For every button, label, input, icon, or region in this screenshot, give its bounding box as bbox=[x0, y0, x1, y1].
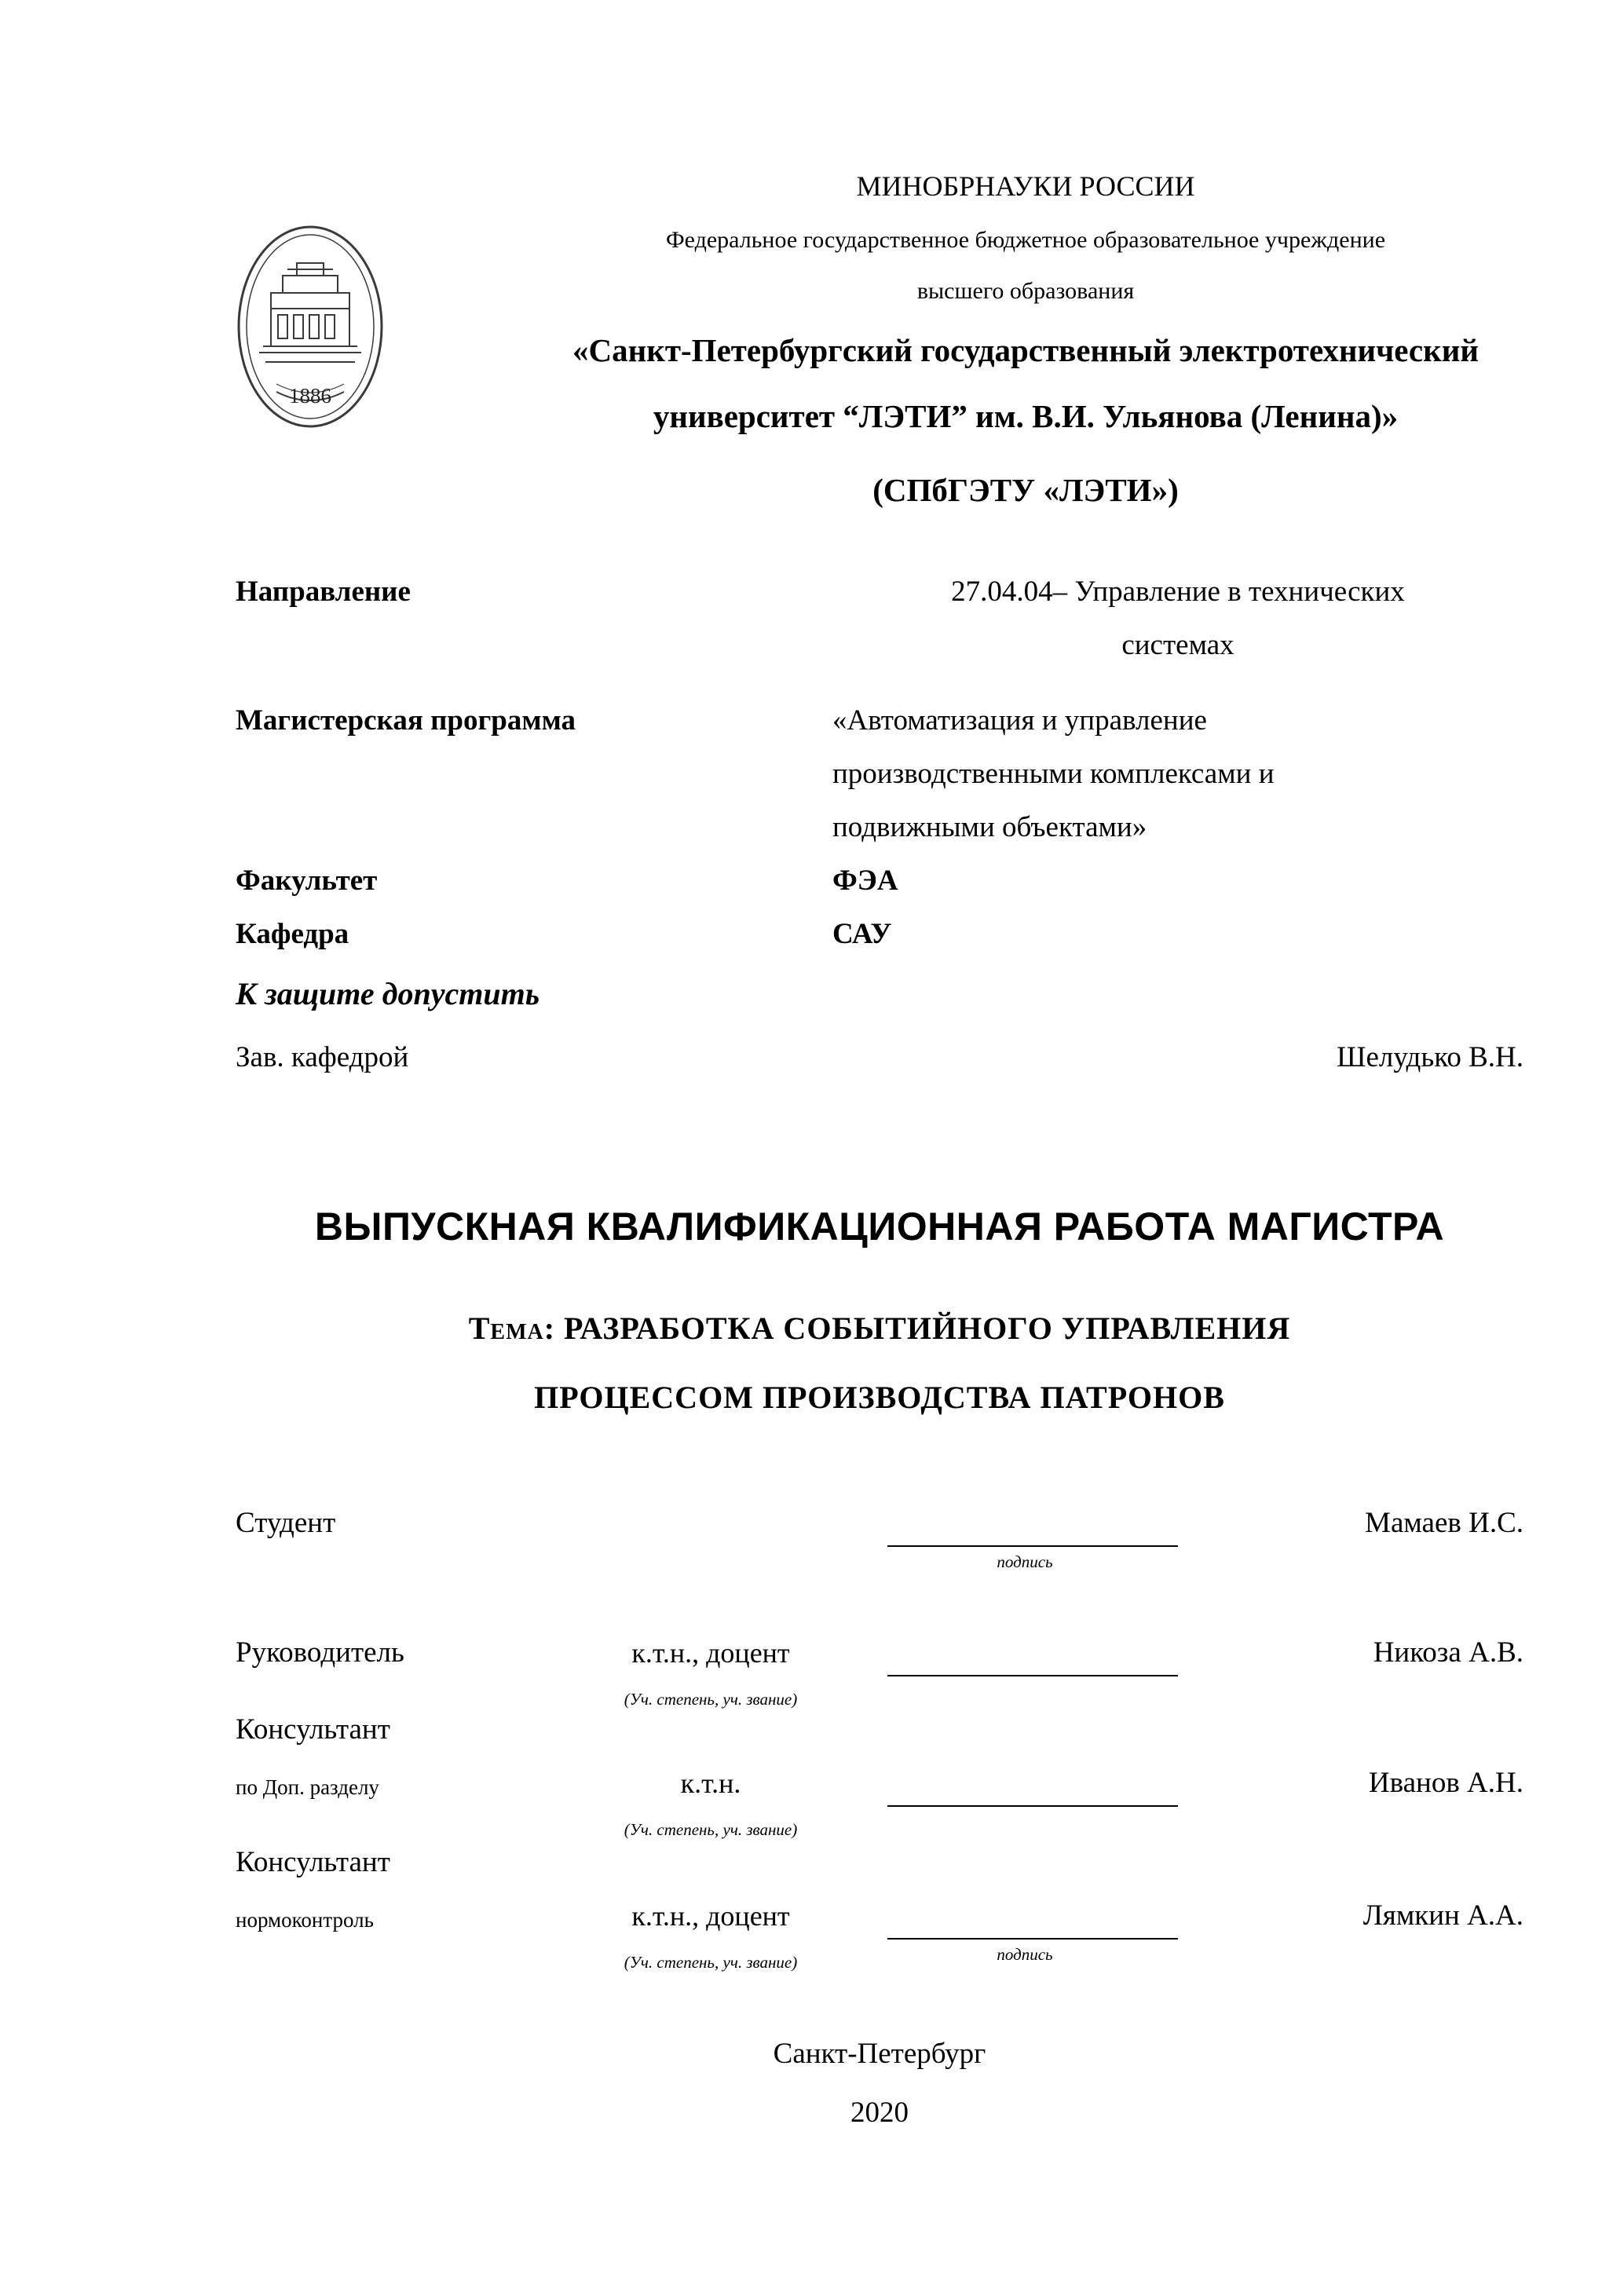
university-name-line-2: университет “ЛЭТИ” им. В.И. Ульянова (Ленина)» bbox=[653, 398, 1399, 434]
faculty-label: Факультет bbox=[236, 865, 378, 897]
student-label: Студент bbox=[236, 1507, 336, 1539]
consultant2-degree-area bbox=[573, 1899, 848, 1972]
footer-city: Санкт-Петербург bbox=[773, 2038, 986, 2070]
consultant1-degree-area bbox=[573, 1766, 848, 1840]
consultant1-label: Консультант bbox=[236, 1713, 390, 1746]
consultant1-degree: к.т.н. bbox=[680, 1768, 741, 1799]
faculty-value: ФЭА bbox=[832, 865, 898, 897]
supervisor-degree-area bbox=[573, 1636, 848, 1709]
consultant2-sublabel: нормоконтроль bbox=[236, 1908, 374, 1932]
consultant2-signature-area bbox=[848, 1899, 1202, 1965]
supervisor-name: Никоза А.В. bbox=[1373, 1636, 1523, 1669]
topic-text-1: РАЗРАБОТКА СОБЫТИЙНОГО УПРАВЛЕНИЯ bbox=[564, 1311, 1291, 1346]
student-signature-area bbox=[848, 1506, 1202, 1572]
supervisor-signature-area bbox=[848, 1636, 1202, 1676]
supervisor-label: Руководитель bbox=[236, 1636, 404, 1669]
topic-block bbox=[236, 1294, 1523, 1432]
faculty-row bbox=[236, 854, 1523, 908]
student-name: Мамаев И.С. bbox=[1365, 1507, 1523, 1539]
department-head-name: Шелудько В.Н. bbox=[1337, 1041, 1523, 1073]
degree-caption: (Уч. степень, уч. звание) bbox=[624, 1953, 798, 1972]
footer-block bbox=[236, 2037, 1523, 2130]
signature-caption: подпись bbox=[997, 1945, 1053, 1964]
department-value: САУ bbox=[832, 918, 892, 950]
consultant1-signature-area bbox=[848, 1766, 1202, 1807]
details-block bbox=[236, 565, 1523, 1084]
building-icon bbox=[259, 263, 361, 362]
direction-row bbox=[236, 565, 1523, 672]
consultant1-row bbox=[236, 1766, 1523, 1840]
header-block bbox=[487, 169, 1564, 510]
consultant2-row bbox=[236, 1899, 1523, 1972]
department-label: Кафедра bbox=[236, 918, 349, 950]
footer-year: 2020 bbox=[850, 2097, 909, 2129]
degree-caption: (Уч. степень, уч. звание) bbox=[624, 1820, 798, 1839]
consultant1-block bbox=[236, 1713, 1523, 1840]
org-line-1: Федеральное государственное бюджетное образовательное учреждение bbox=[665, 227, 1386, 253]
university-seal-logo bbox=[236, 224, 385, 430]
student-row bbox=[236, 1506, 1523, 1572]
work-title: ВЫПУСКНАЯ КВАЛИФИКАЦИОННАЯ РАБОТА МАГИСТРА bbox=[314, 1205, 1445, 1249]
admit-to-defense-line: К защите допустить bbox=[236, 976, 540, 1011]
consultant2-degree: к.т.н., доцент bbox=[631, 1900, 790, 1932]
consultant2-block bbox=[236, 1845, 1523, 1972]
signature-line bbox=[887, 1938, 1178, 1940]
supervisor-row bbox=[236, 1636, 1523, 1709]
consultant2-label: Консультант bbox=[236, 1846, 390, 1878]
department-head-label: Зав. кафедрой bbox=[236, 1041, 409, 1073]
direction-label: Направление bbox=[236, 576, 411, 608]
signature-caption: подпись bbox=[997, 1552, 1053, 1571]
university-abbreviation: (СПбГЭТУ «ЛЭТИ») bbox=[872, 472, 1179, 508]
signature-line bbox=[887, 1675, 1178, 1676]
signature-line bbox=[887, 1545, 1178, 1547]
program-value: «Автоматизация и управление производственными комплексами и подвижными объектами» bbox=[832, 704, 1275, 843]
university-name-line-1: «Санкт-Петербургский государственный электротехнический bbox=[572, 332, 1479, 368]
consultant2-name: Лямкин А.А. bbox=[1362, 1899, 1523, 1932]
topic-line-2: ПРОЦЕССОМ ПРОИЗВОДСТВА ПАТРОНОВ bbox=[534, 1380, 1225, 1415]
direction-value: 27.04.04– Управление в технических системах bbox=[951, 576, 1405, 661]
program-row bbox=[236, 694, 1523, 854]
department-row bbox=[236, 908, 1523, 961]
org-line-2: высшего образования bbox=[916, 278, 1135, 304]
department-head-row bbox=[236, 1031, 1523, 1084]
signature-line bbox=[887, 1805, 1178, 1807]
topic-line-1 bbox=[236, 1294, 1523, 1363]
seal-graphic bbox=[236, 224, 385, 430]
seal-year-text: 1886 bbox=[289, 384, 331, 408]
program-label: Магистерская программа bbox=[236, 704, 576, 737]
topic-label: Тема: bbox=[468, 1311, 556, 1346]
ministry-line: МИНОБРНАУКИ РОССИИ bbox=[856, 170, 1195, 202]
consultant1-name: Иванов А.Н. bbox=[1368, 1767, 1523, 1799]
degree-caption: (Уч. степень, уч. звание) bbox=[624, 1690, 798, 1709]
consultant1-sublabel: по Доп. разделу bbox=[236, 1775, 379, 1799]
supervisor-degree: к.т.н., доцент bbox=[631, 1637, 790, 1669]
